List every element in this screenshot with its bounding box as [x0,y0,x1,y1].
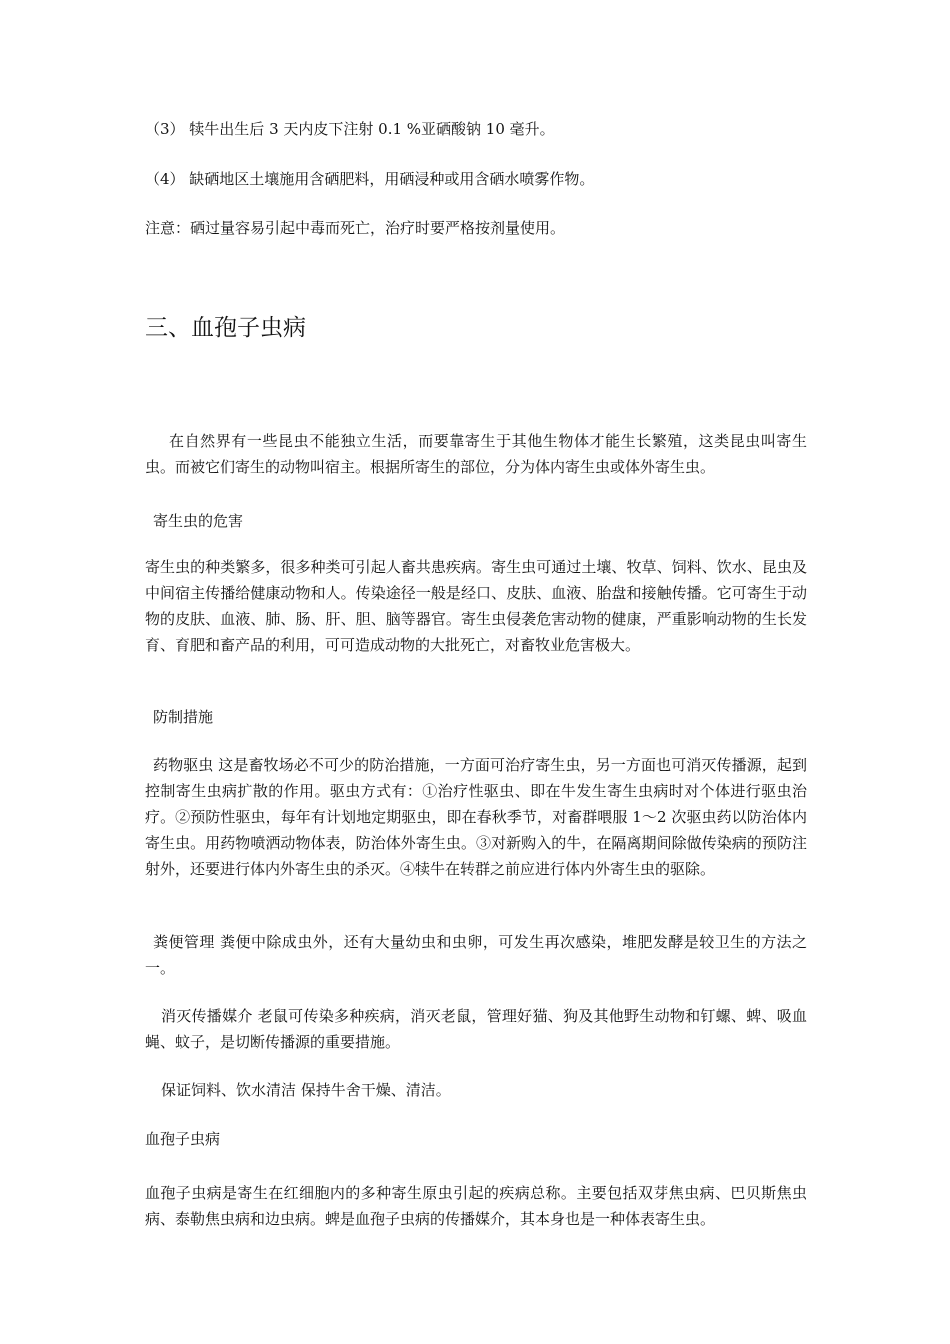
section-title: 三、血孢子虫病 [145,315,306,341]
babesiosis-heading: 血孢子虫病 [145,1130,221,1148]
prevention-heading: 防制措施 [153,708,214,726]
list-item-4: （4） 缺硒地区土壤施用含硒肥料，用硒浸种或用含硒水喷雾作物。 [145,170,595,188]
list-item-3: （3） 犊牛出生后 3 天内皮下注射 0.1 %亚硒酸钠 10 毫升。 [145,120,555,138]
warning-note: 注意：硒过量容易引起中毒而死亡，治疗时要严格按剂量使用。 [145,219,566,237]
vector-control-paragraph: 消灭传播媒介 老鼠可传染多种疾病，消灭老鼠，管理好猫、狗及其他野生动物和钉螺、蜱、吸血蝇、蚊子，是切断传播源的重要措施。 [145,1007,807,1051]
manure-paragraph: 粪便管理 粪便中除成虫外，还有大量幼虫和虫卵，可发生再次感染，堆肥发酵是较卫生的方法之一。 [145,933,807,977]
intro-paragraph: 在自然界有一些昆虫不能独立生活，而要靠寄生于其他生物体才能生长繁殖，这类昆虫叫寄生虫。而被它们寄生的动物叫宿主。根据所寄生的部位，分为体内寄生虫或体外寄生虫。 [145,432,807,476]
hygiene-paragraph: 保证饲料、饮水清洁 保持牛舍干燥、清洁。 [161,1081,451,1099]
deworming-paragraph: 药物驱虫 这是畜牧场必不可少的防治措施，一方面可治疗寄生虫，另一方面也可消灭传播源，起到控制寄生虫病扩散的作用。驱虫方式有：①治疗性驱虫、即在牛发生寄生虫病时对个体进行驱虫治疗。②预防性驱虫，每年有计划地定期驱虫，即在春秋季节，对畜群喂服 1～2 次驱虫药以防治体内寄生虫。用药物喷洒动物体表，防治体外寄生虫。③对新购入的牛，在隔离期间除做传染病的预防注射外，还要进行体内外寄生虫的杀灭。④犊牛在转群之前应进行体内外寄生虫的驱除。 [145,756,807,878]
babesiosis-paragraph: 血孢子虫病是寄生在红细胞内的多种寄生原虫引起的疾病总称。主要包括双芽焦虫病、巴贝斯焦虫病、泰勒焦虫病和边虫病。蜱是血孢子虫病的传播媒介，其本身也是一种体表寄生虫。 [145,1184,807,1228]
harm-heading: 寄生虫的危害 [153,512,244,530]
harm-paragraph: 寄生虫的种类繁多，很多种类可引起人畜共患疾病。寄生虫可通过土壤、牧草、饲料、饮水、昆虫及中间宿主传播给健康动物和人。传染途径一般是经口、皮肤、血液、胎盘和接触传播。它可寄生于动物的皮肤、血液、肺、肠、肝、胆、脑等器官。寄生虫侵袭危害动物的健康，严重影响动物的生长发育、育肥和畜产品的利用，可可造成动物的大批死亡，对畜牧业危害极大。 [145,558,807,654]
